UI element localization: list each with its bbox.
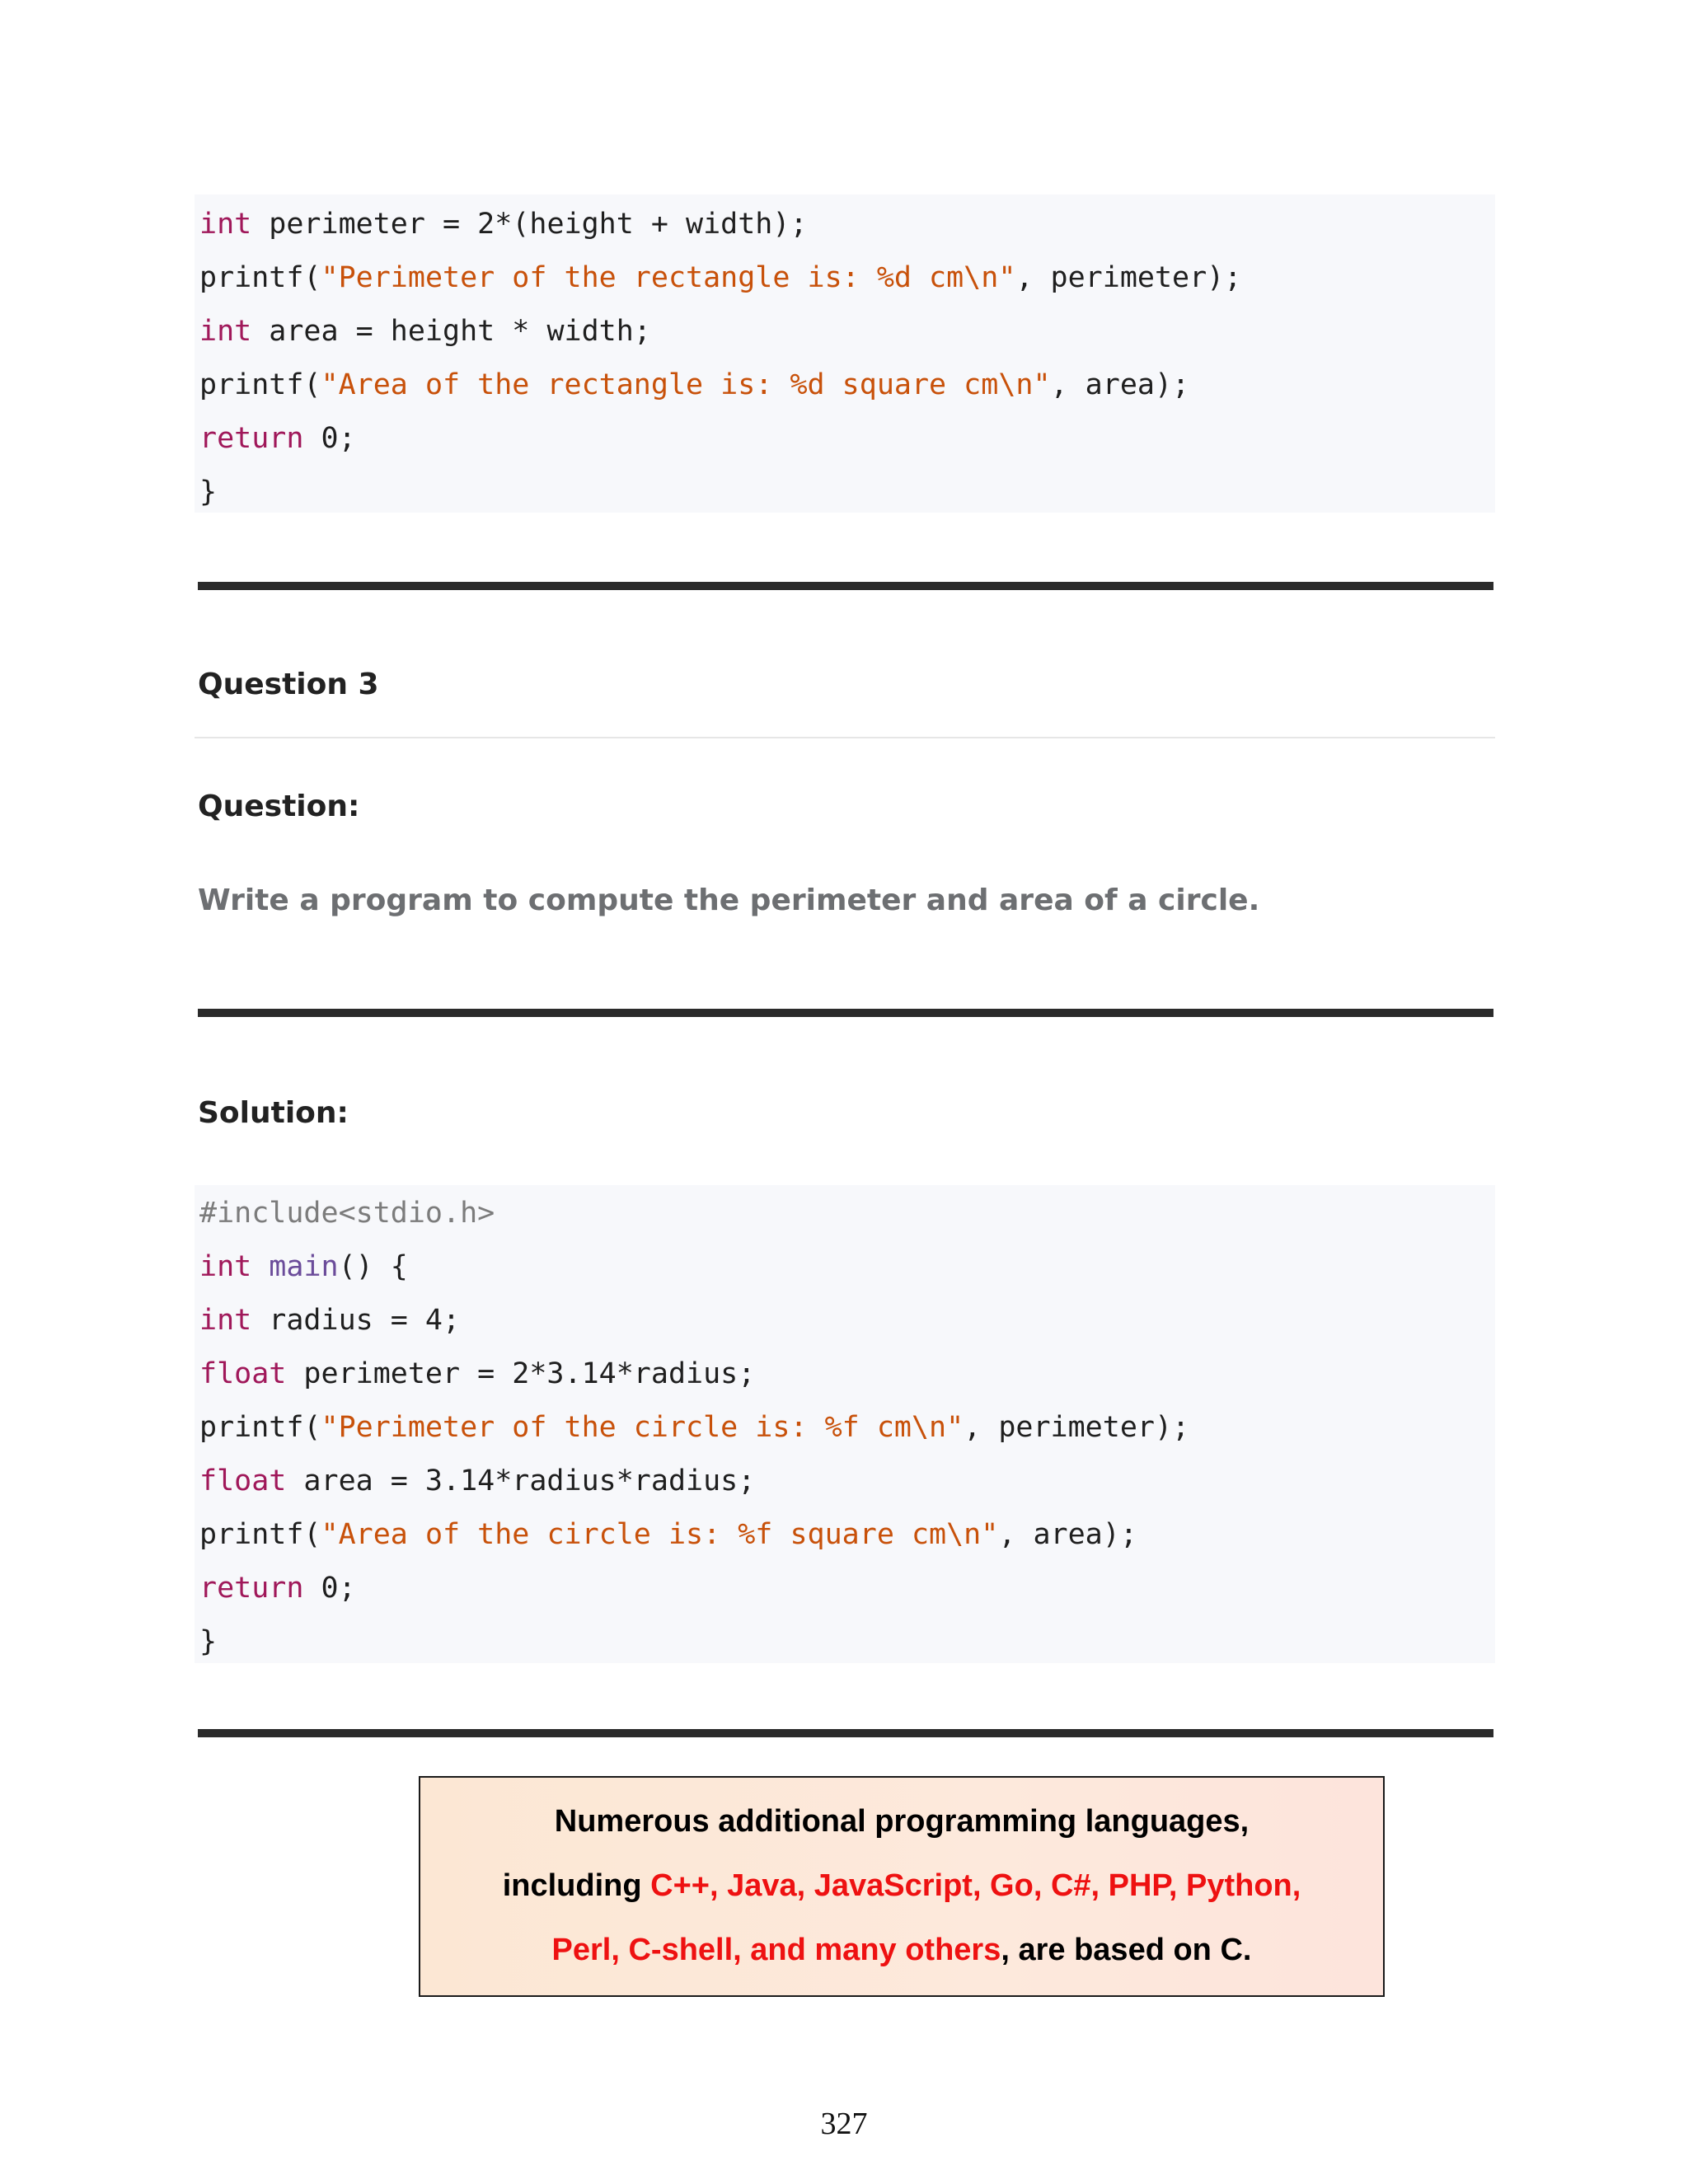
code-line <box>199 1615 1495 1669</box>
code-line <box>199 412 1495 466</box>
heading-underline <box>195 737 1495 738</box>
code-token: printf( <box>199 368 321 401</box>
code-token: printf( <box>199 261 321 294</box>
code-token: #include<stdio.h> <box>199 1197 495 1230</box>
code-token: , perimeter); <box>964 1411 1190 1444</box>
code-token: , area); <box>1050 368 1190 401</box>
callout-highlight: Perl, C-shell, and many others <box>551 1933 1001 1967</box>
code-line <box>199 359 1495 412</box>
callout-text: including <box>502 1868 651 1903</box>
code-token: "Perimeter of the rectangle is: %d cm\n" <box>321 261 1016 294</box>
code-token: int <box>199 315 252 348</box>
question-text: Write a program to compute the perimeter and area of a circle. <box>198 883 1260 917</box>
code-token: "Perimeter of the circle is: %f cm\n" <box>321 1411 964 1444</box>
code-token: , area); <box>998 1518 1137 1551</box>
code-line <box>199 251 1495 305</box>
code-line <box>199 1401 1495 1455</box>
code-token: } <box>199 1625 218 1658</box>
code-token: printf( <box>199 1518 321 1551</box>
code-token: () { <box>338 1250 408 1283</box>
code-token: perimeter = 2*(height + width); <box>251 208 808 241</box>
code-token: float <box>199 1465 287 1497</box>
code-token: perimeter = 2*3.14*radius; <box>286 1357 756 1390</box>
section-divider <box>198 582 1493 590</box>
code-line <box>199 1455 1495 1508</box>
callout-text: Numerous additional programming languages, <box>554 1804 1250 1839</box>
code-token: return <box>199 422 304 455</box>
code-lines <box>199 198 1495 519</box>
code-token: return <box>199 1572 304 1605</box>
page-number: 327 <box>820 2107 868 2141</box>
code-token: "Area of the circle is: %f square cm\n" <box>321 1518 999 1551</box>
callout-box <box>419 1776 1385 1997</box>
code-token: int <box>199 208 252 241</box>
code-line <box>199 1294 1495 1347</box>
code-token: main <box>269 1250 339 1283</box>
code-token: radius = 4; <box>251 1304 461 1337</box>
code-line <box>199 198 1495 251</box>
code-token: "Area of the rectangle is: %d square cm\n" <box>321 368 1051 401</box>
code-line <box>199 1187 1495 1240</box>
code-token: 0; <box>303 422 356 455</box>
callout-line-1 <box>420 1789 1383 1854</box>
code-token <box>251 1250 269 1283</box>
solution-label: Solution: <box>198 1096 349 1130</box>
code-token: float <box>199 1357 287 1390</box>
code-token: , perimeter); <box>1015 261 1242 294</box>
code-line <box>199 466 1495 519</box>
code-line <box>199 1562 1495 1615</box>
code-token: area = height * width; <box>251 315 651 348</box>
question-label: Question: <box>198 790 360 823</box>
code-line <box>199 1347 1495 1401</box>
code-token: printf( <box>199 1411 321 1444</box>
code-block-circle <box>195 1185 1495 1663</box>
section-divider <box>198 1009 1493 1017</box>
code-line <box>199 1508 1495 1562</box>
callout-text: , are based on C. <box>1001 1933 1252 1967</box>
code-token: area = 3.14*radius*radius; <box>286 1465 756 1497</box>
code-line <box>199 305 1495 359</box>
code-token: int <box>199 1304 252 1337</box>
code-lines <box>199 1187 1495 1669</box>
code-token: int <box>199 1250 252 1283</box>
callout-line-2 <box>420 1854 1383 1918</box>
callout-line-3 <box>420 1918 1383 1982</box>
question-number-heading: Question 3 <box>198 668 379 701</box>
callout-highlight: C++, Java, JavaScript, Go, C#, PHP, Python, <box>650 1868 1301 1903</box>
code-token: 0; <box>303 1572 356 1605</box>
section-divider <box>198 1729 1493 1737</box>
code-line <box>199 1240 1495 1294</box>
code-token: } <box>199 476 218 509</box>
code-block-rectangle <box>195 194 1495 513</box>
